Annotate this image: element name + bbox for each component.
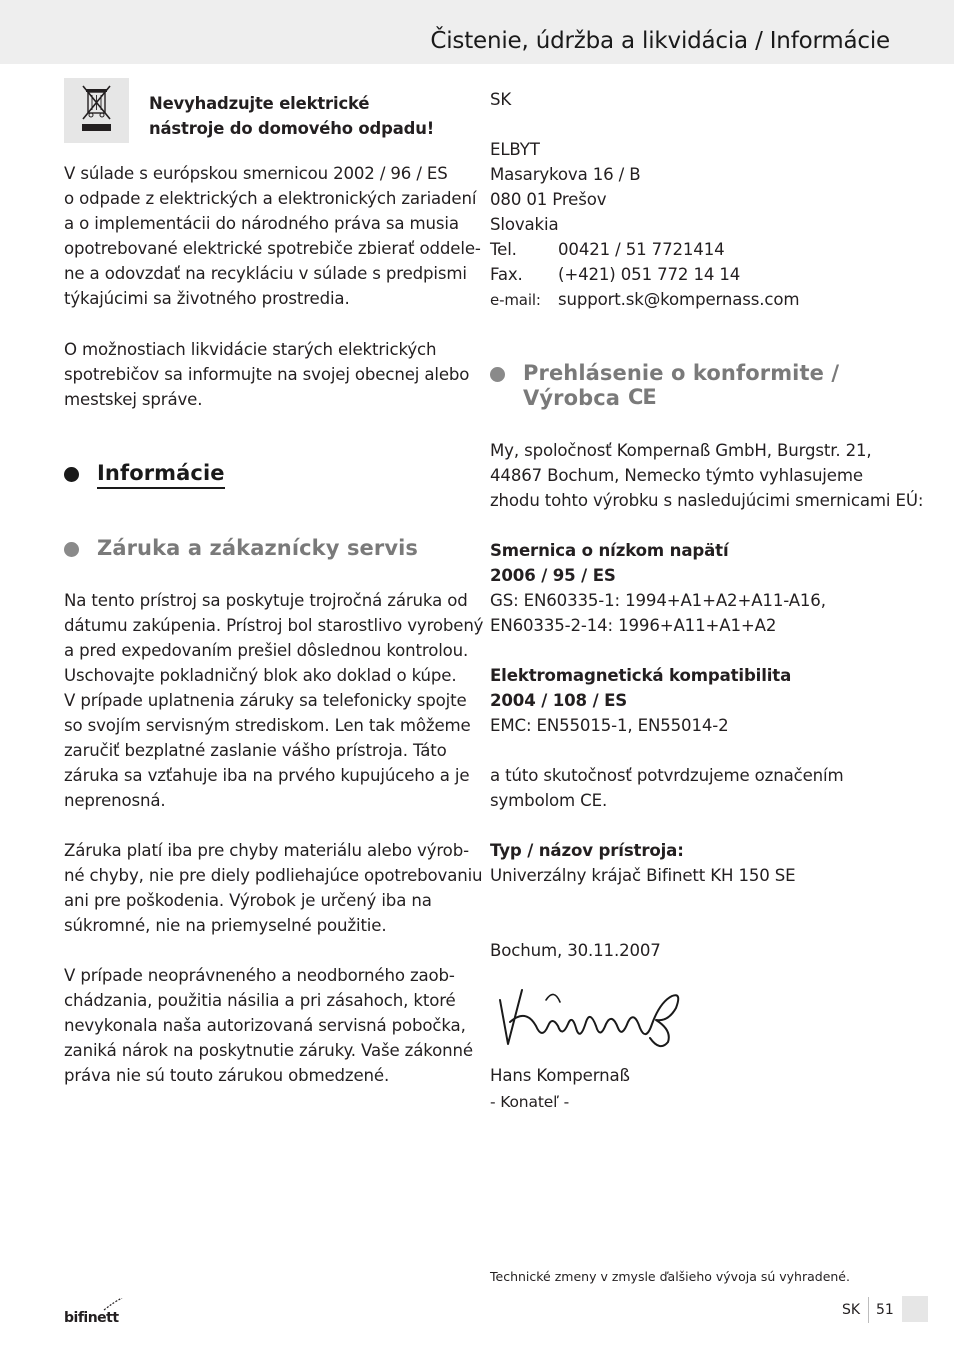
text-line: so svojím servisným strediskom. Len tak môžeme	[64, 716, 471, 735]
device-type-label: Typ / názov prístroja:	[490, 841, 684, 860]
page-number: 51	[876, 1302, 894, 1318]
emc-title: Elektromagnetická kompatibilita	[490, 666, 792, 685]
fax-value: (+421) 051 772 14 14	[558, 265, 741, 284]
text-line: O možnostiach likvidácie starých elektrických	[64, 340, 437, 359]
heading-underline	[97, 487, 225, 489]
warranty-void-paragraph	[64, 963, 473, 1088]
email-line	[490, 287, 799, 313]
technical-changes-note: Technické zmeny v zmysle ďalšieho vývoja sú vyhradené.	[490, 1269, 850, 1284]
text-line: opotrebované elektrické spotrebiče zbierať oddele-	[64, 239, 481, 258]
text-line: Záruka platí iba pre chyby materiálu alebo výrob-	[64, 841, 469, 860]
text-line: mestskej správe.	[64, 390, 203, 409]
text-line: symbolom CE.	[490, 791, 608, 810]
text-line: 44867 Bochum, Nemecko týmto vyhlasujeme	[490, 466, 863, 485]
text-line: týkajúcimi sa životného prostredia.	[64, 289, 350, 308]
address-line: Slovakia	[490, 215, 559, 234]
text-line: záruka sa vzťahuje iba na prvého kupujúceho a je	[64, 766, 470, 785]
address-line: 080 01 Prešov	[490, 190, 607, 209]
text-line: V prípade uplatnenia záruky sa telefonicky spojte	[64, 691, 467, 710]
logo-text: bifinett	[64, 1310, 119, 1326]
address-line: Masarykova 16 / B	[490, 165, 641, 184]
place-date: Bochum, 30.11.2007	[490, 941, 661, 960]
email-value: support.sk@kompernass.com	[558, 290, 800, 309]
text-line: ne a odovzdať na recykláciu v súlade s predpismi	[64, 264, 467, 283]
text-line: Na tento prístroj sa poskytuje trojročná záruka od	[64, 591, 468, 610]
section-heading-conformity: Prehlásenie o konformite /	[523, 361, 840, 385]
text-line: zhodu tohto výrobku s nasledujúcimi smernicami EÚ:	[490, 491, 924, 510]
text-line: zaniká nárok na poskytnutie záruky. Vaše zákonné	[64, 1041, 473, 1060]
warranty-scope-paragraph	[64, 838, 482, 938]
bullet-icon	[64, 467, 79, 482]
emc-number: 2004 / 108 / ES	[490, 691, 628, 710]
text-line: V súlade s európskou smernicou 2002 / 96 / ES	[64, 164, 448, 183]
text-line: práva nie sú touto zárukou obmedzené.	[64, 1066, 390, 1085]
lvd-number: 2006 / 95 / ES	[490, 566, 616, 585]
bullet-icon	[64, 542, 79, 557]
address-line: ELBYT	[490, 140, 540, 159]
disposal-info-paragraph	[64, 337, 469, 412]
bullet-icon	[490, 367, 505, 382]
warning-line: nástroje do domového odpadu!	[149, 119, 435, 138]
device-type-block	[490, 838, 796, 888]
text-line: a pred expedovaním prešiel dôslednou kontrolou.	[64, 641, 469, 660]
country-code: SK	[490, 90, 512, 109]
declaration-paragraph	[490, 438, 923, 513]
ce-confirmation	[490, 763, 843, 813]
text-line: né chyby, nie pre diely podliehajúce opotrebovaniu	[64, 866, 483, 885]
emc-standard: EMC: EN55015-1, EN55014-2	[490, 716, 729, 735]
text-line: neprenosná.	[64, 791, 166, 810]
text-line: súkromné, nie na priemyselné použitie.	[64, 916, 387, 935]
warranty-paragraph	[64, 588, 483, 813]
phone-line	[490, 237, 799, 262]
text-line: Uschovajte pokladničný blok ako doklad o kúpe.	[64, 666, 457, 685]
fax-label: Fax.	[490, 265, 523, 284]
text-line: dátumu zakúpenia. Prístroj bol starostlivo vyrobený	[64, 616, 484, 635]
service-address	[490, 137, 799, 313]
signer-title: - Konateľ -	[490, 1093, 570, 1111]
device-type-value: Univerzálny krájač Bifinett KH 150 SE	[490, 866, 796, 885]
fax-line	[490, 262, 799, 287]
text-line: a o implementácii do národného práva sa musia	[64, 214, 459, 233]
signer-name: Hans Kompernaß	[490, 1066, 630, 1085]
text-line: My, spoločnosť Kompernaß GmbH, Burgstr. 21,	[490, 441, 872, 460]
phone-label: Tel.	[490, 240, 517, 259]
lvd-block	[490, 538, 826, 638]
disposal-paragraph	[64, 161, 481, 311]
warning-line: Nevyhadzujte elektrické	[149, 94, 370, 113]
emc-block	[490, 663, 791, 738]
section-heading-warranty: Záruka a zákaznícky servis	[97, 536, 419, 560]
signer-block	[490, 1063, 630, 1088]
text-line: nevykonala naša autorizovaná servisná pobočka,	[64, 1016, 466, 1035]
lvd-title: Smernica o nízkom napätí	[490, 541, 729, 560]
crossed-out-wheelie-bin-icon	[64, 78, 129, 143]
text-line: V prípade neoprávneného a neodborného zaob-	[64, 966, 455, 985]
lvd-standard: GS: EN60335-1: 1994+A1+A2+A11-A16,	[490, 591, 826, 610]
footer-language: SK	[842, 1302, 861, 1318]
phone-value: 00421 / 51 7721414	[558, 240, 725, 259]
text-line: a túto skutočnosť potvrdzujeme označením	[490, 766, 844, 785]
email-label: e-mail:	[490, 291, 541, 309]
ce-mark-icon: CE	[628, 385, 656, 409]
text-line: chádzania, použitia násilia a pri zásahoch, ktoré	[64, 991, 456, 1010]
weee-warning	[149, 91, 434, 141]
section-heading-conformity-line2: Výrobca	[523, 386, 621, 410]
text-line: spotrebičov sa informujte na svojej obecnej alebo	[64, 365, 470, 384]
lvd-standard: EN60335-2-14: 1996+A11+A1+A2	[490, 616, 777, 635]
footer-tab	[902, 1296, 928, 1322]
text-line: ani pre poškodenia. Výrobok je určený iba na	[64, 891, 432, 910]
text-line: zaručiť bezplatné zaslanie vášho prístroja. Táto	[64, 741, 447, 760]
page-title: Čistenie, údržba a likvidácia / Informácie	[430, 28, 890, 54]
section-heading-info: Informácie	[97, 461, 225, 485]
handwritten-signature	[496, 982, 686, 1054]
footer-divider	[868, 1297, 869, 1323]
text-line: o odpade z elektrických a elektronických zariadení	[64, 189, 477, 208]
